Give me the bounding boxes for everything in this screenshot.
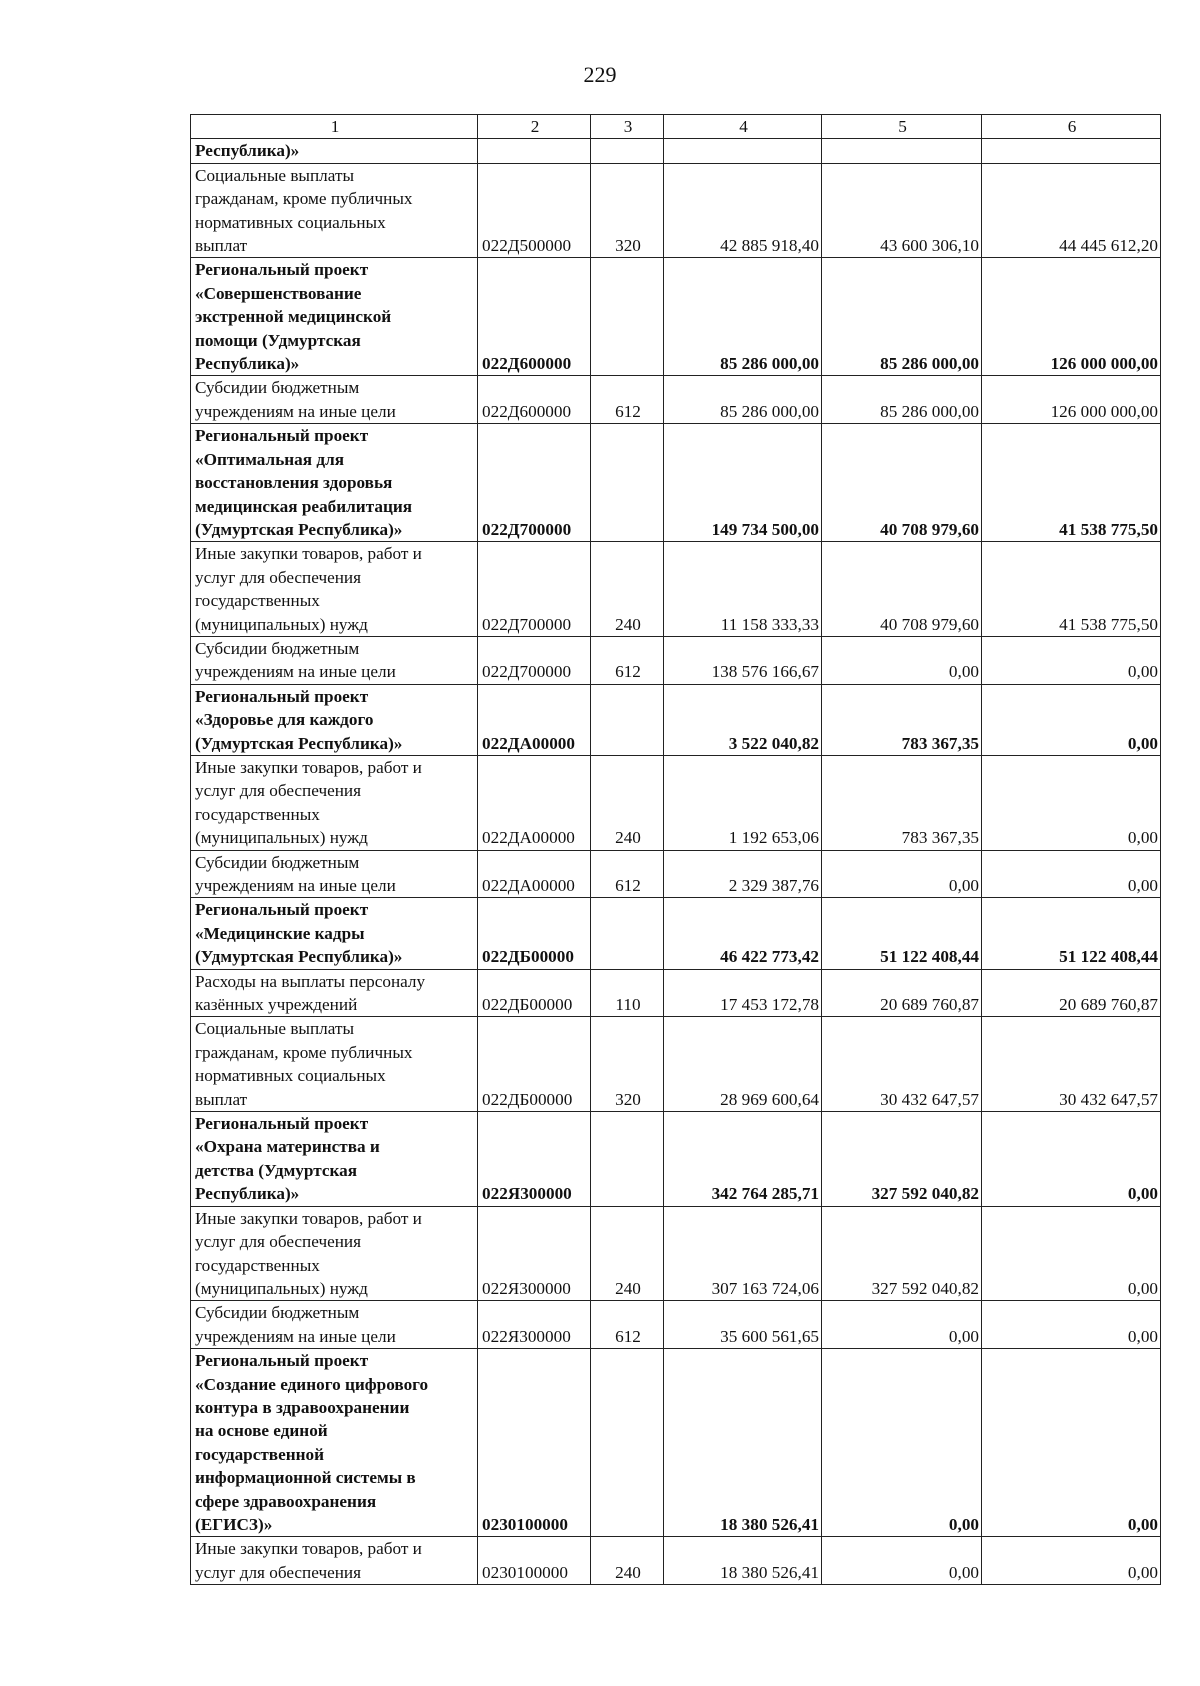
row-name-line: услуг для обеспечения bbox=[195, 781, 362, 801]
row-value-col4: 42 885 918,40 bbox=[664, 163, 822, 258]
row-name-line: на основе единой bbox=[195, 1421, 328, 1441]
row-value-col4: 18 380 526,41 bbox=[664, 1349, 822, 1537]
row-name-line: Региональный проект bbox=[195, 686, 369, 706]
row-value-col4: 1 192 653,06 bbox=[664, 755, 822, 850]
row-name bbox=[191, 850, 478, 898]
row-value-col5: 0,00 bbox=[822, 850, 982, 898]
header-row bbox=[191, 115, 1161, 139]
row-name-line: учреждениям на иные цели bbox=[195, 1326, 396, 1346]
row-value-col6: 0,00 bbox=[982, 850, 1161, 898]
row-name-line: нормативных социальных bbox=[195, 212, 386, 232]
row-expense-type: 240 bbox=[591, 542, 664, 637]
row-name-line: Субсидии бюджетным bbox=[195, 852, 360, 872]
row-name-line: «Здоровье для каждого bbox=[195, 710, 374, 730]
row-name-line: гражданам, кроме публичных bbox=[195, 189, 413, 209]
row-value-col6: 126 000 000,00 bbox=[982, 376, 1161, 424]
row-name-line: учреждениям на иные цели bbox=[195, 876, 396, 895]
row-name-line: Республика)» bbox=[195, 141, 300, 161]
row-value-col4: 85 286 000,00 bbox=[664, 376, 822, 424]
row-name bbox=[191, 1017, 478, 1112]
row-name-line: «Медицинские кадры bbox=[195, 923, 365, 943]
row-name-line: Иные закупки товаров, работ и bbox=[195, 757, 422, 777]
budget-table bbox=[190, 114, 1161, 1585]
row-value-col6: 0,00 bbox=[982, 684, 1161, 755]
row-name-line: (муниципальных) нужд bbox=[195, 614, 368, 634]
row-code: 022Я300000 bbox=[478, 1301, 591, 1349]
table-row bbox=[191, 850, 1161, 898]
table-body bbox=[191, 115, 1161, 1585]
row-name bbox=[191, 636, 478, 684]
row-expense-type: 612 bbox=[591, 376, 664, 424]
row-value-col4: 28 969 600,64 bbox=[664, 1017, 822, 1112]
row-name-line: государственных bbox=[195, 591, 320, 611]
row-name-line: «Оптимальная для bbox=[195, 449, 345, 469]
page-number: 229 bbox=[583, 62, 617, 87]
row-name-line: Иные закупки товаров, работ и bbox=[195, 1539, 422, 1559]
row-code: 022ДА00000 bbox=[478, 850, 591, 898]
row-value-col6: 0,00 bbox=[982, 1206, 1161, 1301]
row-name-line: Республика)» bbox=[195, 354, 300, 374]
row-value-col4: 342 764 285,71 bbox=[664, 1112, 822, 1207]
row-expense-type: 240 bbox=[591, 1206, 664, 1301]
row-name-line: государственных bbox=[195, 804, 320, 824]
row-code: 022ДБ00000 bbox=[478, 898, 591, 969]
row-name-line: Субсидии бюджетным bbox=[195, 638, 360, 658]
row-code: 022Д600000 bbox=[478, 376, 591, 424]
row-expense-type bbox=[591, 258, 664, 376]
row-name bbox=[191, 684, 478, 755]
row-value-col5: 783 367,35 bbox=[822, 755, 982, 850]
row-name-line: учреждениям на иные цели bbox=[195, 662, 396, 682]
row-name-line: нормативных социальных bbox=[195, 1066, 386, 1086]
table-row bbox=[191, 163, 1161, 258]
row-code: 022Д700000 bbox=[478, 424, 591, 542]
row-code: 022Я300000 bbox=[478, 1206, 591, 1301]
row-expense-type bbox=[591, 898, 664, 969]
row-code: 022Д700000 bbox=[478, 636, 591, 684]
row-name-line: Региональный проект bbox=[195, 1114, 369, 1134]
row-name-line: Республика)» bbox=[195, 1184, 300, 1204]
row-value-col5: 0,00 bbox=[822, 1301, 982, 1349]
row-expense-type: 612 bbox=[591, 850, 664, 898]
row-value-col4: 11 158 333,33 bbox=[664, 542, 822, 637]
table-row bbox=[191, 969, 1161, 1017]
row-name bbox=[191, 755, 478, 850]
row-value-col4: 149 734 500,00 bbox=[664, 424, 822, 542]
row-code bbox=[478, 139, 591, 163]
table-row bbox=[191, 755, 1161, 850]
row-name bbox=[191, 1537, 478, 1585]
row-value-col6 bbox=[982, 139, 1161, 163]
row-value-col4: 46 422 773,42 bbox=[664, 898, 822, 969]
section-row bbox=[191, 1349, 1161, 1537]
row-expense-type bbox=[591, 1112, 664, 1207]
column-header-3: 3 bbox=[591, 115, 664, 139]
section-row bbox=[191, 1112, 1161, 1207]
row-name-line: сфере здравоохранения bbox=[195, 1491, 377, 1511]
row-code: 022Д700000 bbox=[478, 542, 591, 637]
row-name-line: восстановления здоровья bbox=[195, 473, 393, 493]
row-name-line: Расходы на выплаты персоналу bbox=[195, 971, 426, 991]
row-value-col6: 44 445 612,20 bbox=[982, 163, 1161, 258]
row-value-col6: 126 000 000,00 bbox=[982, 258, 1161, 376]
row-code: 022Я300000 bbox=[478, 1112, 591, 1207]
row-name-line: Региональный проект bbox=[195, 1351, 369, 1371]
row-name-line: Региональный проект bbox=[195, 260, 369, 280]
row-name-line: услуг для обеспечения bbox=[195, 567, 362, 587]
row-code: 022Д500000 bbox=[478, 163, 591, 258]
row-value-col4: 35 600 561,65 bbox=[664, 1301, 822, 1349]
row-name bbox=[191, 898, 478, 969]
row-expense-type bbox=[591, 424, 664, 542]
row-value-col5: 20 689 760,87 bbox=[822, 969, 982, 1017]
section-row bbox=[191, 684, 1161, 755]
table-row bbox=[191, 376, 1161, 424]
row-expense-type: 110 bbox=[591, 969, 664, 1017]
row-value-col4: 18 380 526,41 bbox=[664, 1537, 822, 1585]
row-code: 022ДБ00000 bbox=[478, 969, 591, 1017]
row-code: 022ДА00000 bbox=[478, 755, 591, 850]
row-value-col6: 41 538 775,50 bbox=[982, 542, 1161, 637]
column-header-5: 5 bbox=[822, 115, 982, 139]
row-value-col6: 0,00 bbox=[982, 636, 1161, 684]
row-value-col4: 85 286 000,00 bbox=[664, 258, 822, 376]
row-value-col5: 43 600 306,10 bbox=[822, 163, 982, 258]
row-name-line: услуг для обеспечения bbox=[195, 1562, 362, 1582]
row-name bbox=[191, 1206, 478, 1301]
row-value-col6: 51 122 408,44 bbox=[982, 898, 1161, 969]
row-value-col5: 0,00 bbox=[822, 636, 982, 684]
table-row bbox=[191, 1301, 1161, 1349]
table-row bbox=[191, 542, 1161, 637]
row-name-line: Субсидии бюджетным bbox=[195, 1303, 360, 1323]
column-header-4: 4 bbox=[664, 115, 822, 139]
column-header-6: 6 bbox=[982, 115, 1161, 139]
row-name-line: «Охрана материнства и bbox=[195, 1137, 380, 1157]
row-name bbox=[191, 163, 478, 258]
section-row bbox=[191, 139, 1161, 163]
row-expense-type: 320 bbox=[591, 163, 664, 258]
row-name-line: медицинская реабилитация bbox=[195, 496, 413, 516]
row-expense-type bbox=[591, 1349, 664, 1537]
row-name-line: казённых учреждений bbox=[195, 995, 358, 1015]
row-expense-type: 240 bbox=[591, 755, 664, 850]
row-value-col4 bbox=[664, 139, 822, 163]
row-name-line: помощи (Удмуртская bbox=[195, 330, 361, 350]
row-name-line: Субсидии бюджетным bbox=[195, 378, 360, 398]
row-value-col5: 0,00 bbox=[822, 1537, 982, 1585]
row-name-line: Иные закупки товаров, работ и bbox=[195, 544, 422, 564]
row-value-col5: 327 592 040,82 bbox=[822, 1112, 982, 1207]
row-value-col5: 40 708 979,60 bbox=[822, 542, 982, 637]
row-name-line: выплат bbox=[195, 236, 248, 256]
row-value-col6: 20 689 760,87 bbox=[982, 969, 1161, 1017]
row-expense-type: 320 bbox=[591, 1017, 664, 1112]
row-code: 0230100000 bbox=[478, 1349, 591, 1537]
row-value-col5: 327 592 040,82 bbox=[822, 1206, 982, 1301]
row-value-col5: 51 122 408,44 bbox=[822, 898, 982, 969]
row-value-col5: 85 286 000,00 bbox=[822, 258, 982, 376]
row-value-col4: 3 522 040,82 bbox=[664, 684, 822, 755]
row-value-col6: 30 432 647,57 bbox=[982, 1017, 1161, 1112]
row-name-line: государственных bbox=[195, 1255, 320, 1275]
row-name-line: информационной системы в bbox=[195, 1468, 416, 1488]
row-expense-type bbox=[591, 684, 664, 755]
row-name-line: Социальные выплаты bbox=[195, 1019, 355, 1039]
row-value-col5: 0,00 bbox=[822, 1349, 982, 1537]
row-name-line: гражданам, кроме публичных bbox=[195, 1042, 413, 1062]
row-name bbox=[191, 1301, 478, 1349]
section-row bbox=[191, 424, 1161, 542]
table-row bbox=[191, 1537, 1161, 1585]
table-row bbox=[191, 1206, 1161, 1301]
row-value-col5: 30 432 647,57 bbox=[822, 1017, 982, 1112]
row-name-line: Региональный проект bbox=[195, 900, 369, 920]
row-name bbox=[191, 542, 478, 637]
section-row bbox=[191, 898, 1161, 969]
table-row bbox=[191, 636, 1161, 684]
row-code: 022Д600000 bbox=[478, 258, 591, 376]
row-value-col6: 0,00 bbox=[982, 1349, 1161, 1537]
row-name-line: «Совершенствование bbox=[195, 283, 362, 303]
row-name bbox=[191, 139, 478, 163]
row-value-col5 bbox=[822, 139, 982, 163]
column-header-2: 2 bbox=[478, 115, 591, 139]
row-name-line: экстренной медицинской bbox=[195, 307, 392, 327]
row-name-line: Социальные выплаты bbox=[195, 165, 355, 185]
row-name bbox=[191, 424, 478, 542]
row-value-col6: 0,00 bbox=[982, 755, 1161, 850]
table-row bbox=[191, 1017, 1161, 1112]
row-expense-type: 612 bbox=[591, 636, 664, 684]
row-value-col4: 307 163 724,06 bbox=[664, 1206, 822, 1301]
row-value-col6: 0,00 bbox=[982, 1537, 1161, 1585]
column-header-1: 1 bbox=[191, 115, 478, 139]
section-row bbox=[191, 258, 1161, 376]
row-name-line: Иные закупки товаров, работ и bbox=[195, 1208, 422, 1228]
row-name-line: (муниципальных) нужд bbox=[195, 828, 368, 848]
row-value-col4: 17 453 172,78 bbox=[664, 969, 822, 1017]
row-expense-type: 240 bbox=[591, 1537, 664, 1585]
row-name-line: выплат bbox=[195, 1089, 248, 1109]
row-name bbox=[191, 1349, 478, 1537]
row-value-col6: 0,00 bbox=[982, 1301, 1161, 1349]
row-name-line: (ЕГИСЗ)» bbox=[195, 1514, 273, 1534]
row-value-col4: 2 329 387,76 bbox=[664, 850, 822, 898]
row-name-line: (муниципальных) нужд bbox=[195, 1278, 368, 1298]
row-value-col6: 41 538 775,50 bbox=[982, 424, 1161, 542]
row-expense-type bbox=[591, 139, 664, 163]
row-name-line: государственной bbox=[195, 1444, 325, 1464]
row-value-col5: 783 367,35 bbox=[822, 684, 982, 755]
row-name-line: услуг для обеспечения bbox=[195, 1232, 362, 1252]
row-code: 0230100000 bbox=[478, 1537, 591, 1585]
row-name-line: «Создание единого цифрового bbox=[195, 1374, 429, 1394]
row-name-line: контура в здравоохранении bbox=[195, 1397, 410, 1417]
row-value-col4: 138 576 166,67 bbox=[664, 636, 822, 684]
row-name bbox=[191, 258, 478, 376]
row-expense-type: 612 bbox=[591, 1301, 664, 1349]
row-name-line: Региональный проект bbox=[195, 426, 369, 446]
row-name-line: (Удмуртская Республика)» bbox=[195, 519, 403, 539]
row-value-col5: 85 286 000,00 bbox=[822, 376, 982, 424]
row-name-line: детства (Удмуртская bbox=[195, 1160, 358, 1180]
row-name-line: учреждениям на иные цели bbox=[195, 401, 396, 421]
row-value-col6: 0,00 bbox=[982, 1112, 1161, 1207]
row-name bbox=[191, 969, 478, 1017]
row-name bbox=[191, 376, 478, 424]
row-code: 022ДБ00000 bbox=[478, 1017, 591, 1112]
row-name-line: (Удмуртская Республика)» bbox=[195, 947, 403, 967]
row-code: 022ДА00000 bbox=[478, 684, 591, 755]
row-name-line: (Удмуртская Республика)» bbox=[195, 733, 403, 753]
row-name bbox=[191, 1112, 478, 1207]
row-value-col5: 40 708 979,60 bbox=[822, 424, 982, 542]
